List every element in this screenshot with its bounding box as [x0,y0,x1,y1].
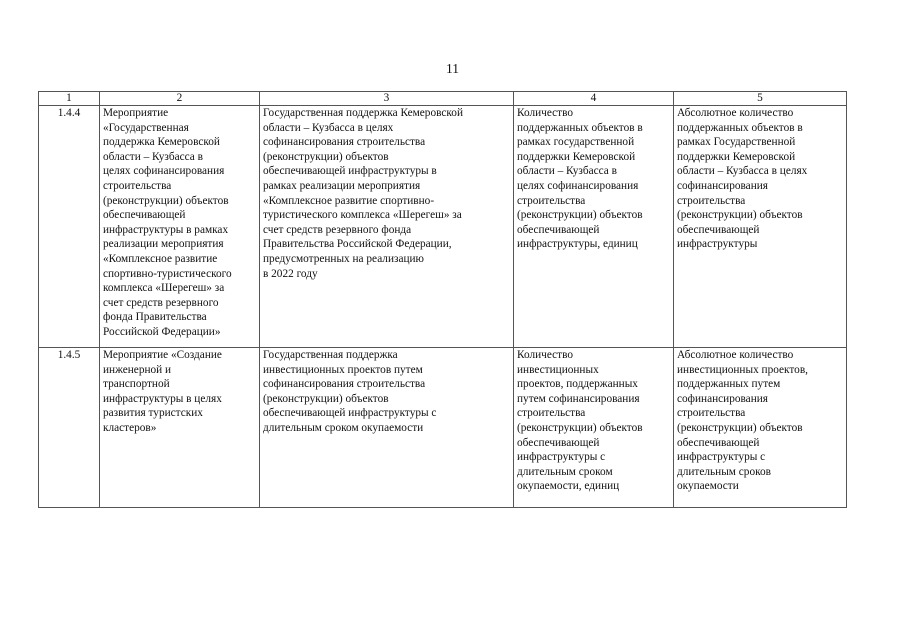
column-header-2: 2 [100,92,260,106]
table-row [39,106,847,348]
row-number: 1.4.4 [39,106,100,348]
event-description-cell: Государственная поддержка Кемеровской области – Кузбасса в целях софинансирования строительства (реконструкции) объектов обеспечивающей инфраструктуры в рамках реализации мероприятия «Комплексное развитие спортивно- туристического комплекса «Шерегеш» за счет средств резервного фонда Правительства Российской Федерации, предусмотренных на реализацию в 2022 году [260,106,514,348]
table-row [39,348,847,508]
column-header-4: 4 [514,92,674,106]
page-number: 11 [446,61,459,76]
table-header-row [39,92,847,106]
event-name-cell: Мероприятие «Создание инженерной и транспортной инфраструктуры в целях развития туристских кластеров» [100,348,260,508]
measures-table [38,91,847,508]
column-header-5: 5 [674,92,847,106]
calculation-method-cell: Абсолютное количество поддержанных объектов в рамках Государственной поддержки Кемеровской области – Кузбасса в целях софинансирования строительства (реконструкции) объектов обеспечивающей инфраструктуры [674,106,847,348]
indicator-cell: Количество инвестиционных проектов, поддержанных путем софинансирования строительства (реконструкции) объектов обеспечивающей инфраструктуры с длительным сроком окупаемости, единиц [514,348,674,508]
column-header-3: 3 [260,92,514,106]
calculation-method-cell: Абсолютное количество инвестиционных проектов, поддержанных путем софинансирования строительства (реконструкции) объектов обеспечивающей инфраструктуры с длительным сроков окупаемости [674,348,847,508]
row-number: 1.4.5 [39,348,100,508]
event-description-cell: Государственная поддержка инвестиционных проектов путем софинансирования строительства (реконструкции) объектов обеспечивающей инфраструктуры с длительным сроком окупаемости [260,348,514,508]
indicator-cell: Количество поддержанных объектов в рамках государственной поддержки Кемеровской области – Кузбасса в целях софинансирования строительства (реконструкции) объектов обеспечивающей инфраструктуры, единиц [514,106,674,348]
column-header-1: 1 [39,92,100,106]
event-name-cell: Мероприятие «Государственная поддержка Кемеровской области – Кузбасса в целях софинансирования строительства (реконструкции) объектов обеспечивающей инфраструктуры в рамках реализации мероприятия «Комплексное развитие спортивно-туристического комплекса «Шерегеш» за счет средств резервного фонда Правительства Российской Федерации» [100,106,260,348]
